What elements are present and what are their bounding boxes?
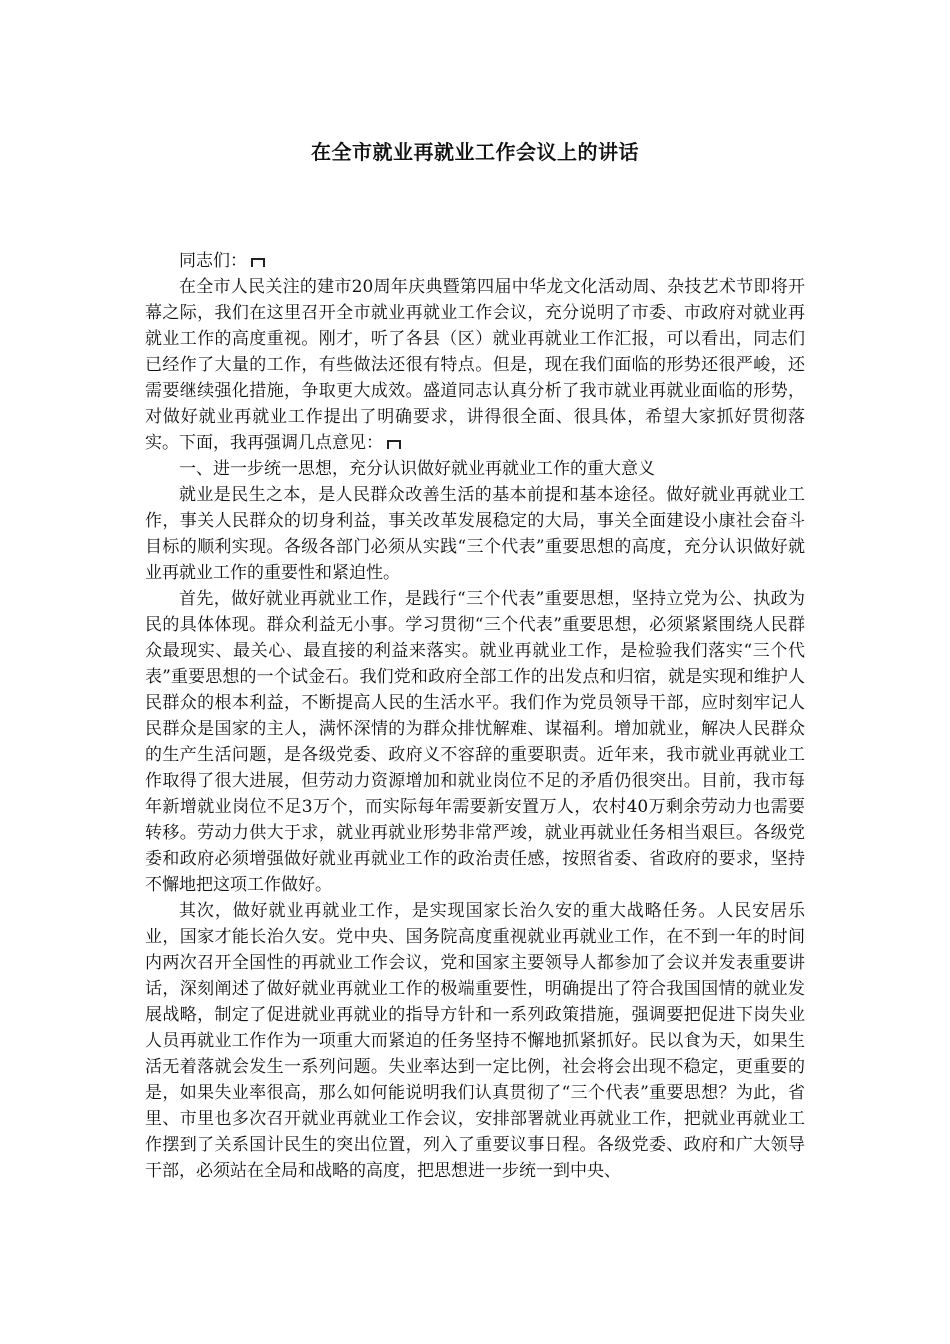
section-heading-1: 一、进一步统一思想，充分认识做好就业再就业工作的重大意义 xyxy=(179,459,655,479)
paragraph-4: 其次，做好就业再就业工作，是实现国家长治久安的重大战略任务。人民安居乐业，国家才能长治久安。党中央、国务院高度重视就业再就业工作，在不到一年的时间内两次召开全国性的再就业工作会议，党和国家主要领导人都参加了会议并发表重要讲话，深刻阐述了做好就业再就业工作的极端重要性，明确提出了符合我国国情的就业发展战略，制定了促进就业再就业的指导方针和一系列政策措施，强调要把促进下岗失业人员再就业工作作为一项重大而紧迫的任务坚持不懈地抓紧抓好。民以食为天，如果生活无着落就会发生一系列问题。失业率达到一定比例，社会将会出现不稳定，更重要的是，如果失业率很高，那么如何能说明我们认真贯彻了“三个代表”重要思想？为此，省里、市里也多次召开就业再就业工作会议，安排部署就业再就业工作，把就业再就业工作摆到了关系国计民生的突出位置，列入了重要议事日程。各级党委、政府和广大领导干部，必须站在全局和战略的高度，把思想进一步统一到中央、 xyxy=(145,901,805,1181)
paragraph-mark-icon xyxy=(387,440,401,449)
paragraph-mark-icon xyxy=(251,258,265,267)
salutation: 同志们： xyxy=(179,251,247,271)
document-title: 在全市就业再就业工作会议上的讲话 xyxy=(311,140,639,164)
salutation-line xyxy=(145,248,805,274)
paragraph-2: 就业是民生之本，是人民群众改善生活的基本前提和基本途径。做好就业再就业工作，事关人民群众的切身利益，事关改革发展稳定的大局，事关全面建设小康社会奋斗目标的顺利实现。各级各部门必须从实践“三个代表”重要思想的高度，充分认识做好就业再就业工作的重要性和紧迫性。 xyxy=(145,485,805,583)
paragraph-text: 在全市人民关注的建市20周年庆典暨第四届中华龙文化活动周、杂技艺术节即将开幕之际，我们在这里召开全市就业再就业工作会议，充分说明了市委、市政府对就业再就业工作的高度重视。刚才，听了各县（区）就业再就业工作汇报，可以看出，同志们已经作了大量的工作，有些做法还很有特点。但是，现在我们面临的形势还很严峻，还需要继续强化措施，争取更大成效。盛道同志认真分析了我市就业再就业面临的形势，对做好就业再就业工作提出了明确要求，讲得很全面、很具体，希望大家抓好贯彻落实。下面，我再强调几点意见： xyxy=(145,277,805,453)
document-body xyxy=(145,248,805,1184)
paragraph-3: 首先，做好就业再就业工作，是践行“三个代表”重要思想，坚持立党为公、执政为民的具体体现。群众利益无小事。学习贯彻“三个代表”重要思想，必须紧紧围绕人民群众最现实、最关心、最直接的利益来落实。就业再就业工作，是检验我们落实“三个代表”重要思想的一个试金石。我们党和政府全部工作的出发点和归宿，就是实现和维护人民群众的根本利益，不断提高人民的生活水平。我们作为党员领导干部，应时刻牢记人民群众是国家的主人，满怀深情的为群众排忧解难、谋福利。增加就业，解决人民群众的生产生活问题，是各级党委、政府义不容辞的重要职责。近年来，我市就业再就业工作取得了很大进展，但劳动力资源增加和就业岗位不足的矛盾仍很突出。目前，我市每年新增就业岗位不足3万个，而实际每年需要新安置万人，农村40万剩余劳动力也需要转移。劳动力供大于求，就业再就业形势非常严竣，就业再就业任务相当艰巨。各级党委和政府必须增强做好就业再就业工作的政治责任感，按照省委、省政府的要求，坚持不懈地把这项工作做好。 xyxy=(145,589,805,895)
paragraph-intro xyxy=(145,274,805,456)
